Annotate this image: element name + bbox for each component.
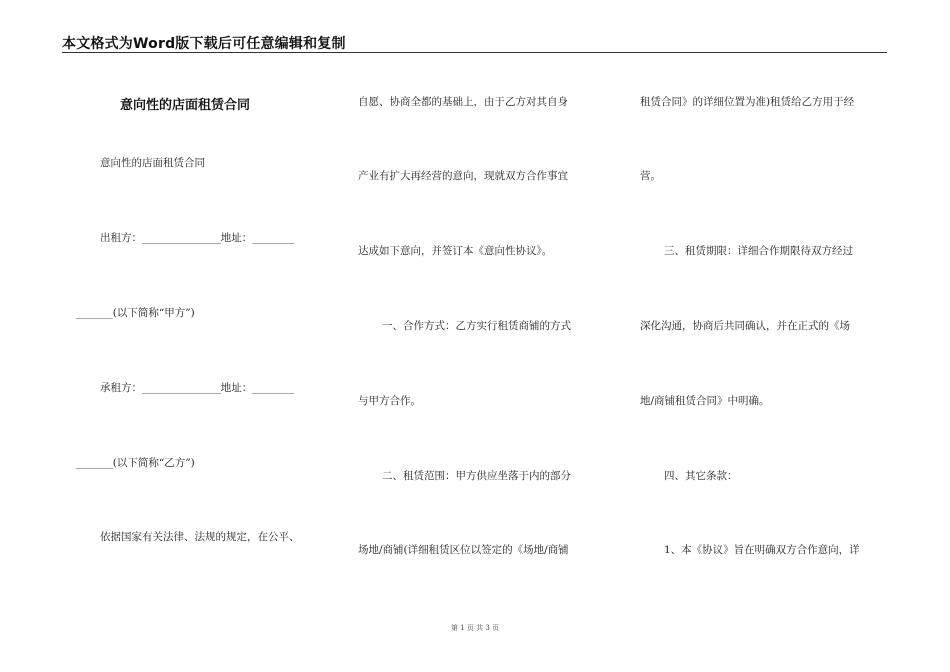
paragraph-line: _______(以下简称“甲方”): [76, 307, 195, 319]
header-divider: [62, 52, 887, 53]
paragraph-line: 意向性的店面租赁合同: [100, 157, 205, 169]
page-number: 第 1 页 共 3 页: [450, 624, 500, 632]
paragraph-line: 四、其它条款：: [664, 470, 738, 482]
header-title: 本文格式为Word版下载后可任意编辑和复制: [62, 36, 346, 52]
document-title: 意向性的店面租赁合同: [120, 98, 251, 113]
paragraph-line: 承租方：_______________地址：________: [100, 382, 295, 394]
paragraph-line: 产业有扩大再经营的意向，现就双方合作事宜: [358, 170, 568, 182]
paragraph-line: 地/商铺租赁合同》中明确。: [640, 395, 770, 407]
paragraph-line: 1、本《协议》旨在明确双方合作意向，详: [664, 544, 860, 556]
paragraph-line: 营。: [640, 170, 661, 182]
paragraph-line: 二、租赁范围：甲方供应坐落于内的部分: [382, 470, 571, 482]
paragraph-line: 达成如下意向，并签订本《意向性协议》。: [358, 245, 553, 257]
paragraph-line: 一、合作方式：乙方实行租赁商铺的方式: [382, 320, 571, 332]
paragraph-line: 三、租赁期限：详细合作期限待双方经过: [664, 245, 853, 257]
paragraph-line: 自愿、协商全都的基础上，由于乙方对其自身: [358, 96, 568, 108]
paragraph-line: 与甲方合作。: [358, 395, 421, 407]
paragraph-line: 深化沟通，协商后共同确认，并在正式的《场: [640, 320, 850, 332]
paragraph-line: 依据国家有关法律、法规的规定，在公平、: [100, 531, 300, 543]
paragraph-line: _______(以下简称“乙方”): [76, 457, 195, 469]
paragraph-line: 租赁合同》的详细位置为准)租赁给乙方用于经: [640, 96, 855, 108]
paragraph-line: 出租方：_______________地址：________: [100, 232, 295, 244]
paragraph-line: 场地/商铺(详细租赁区位以签定的《场地/商铺: [358, 544, 569, 556]
